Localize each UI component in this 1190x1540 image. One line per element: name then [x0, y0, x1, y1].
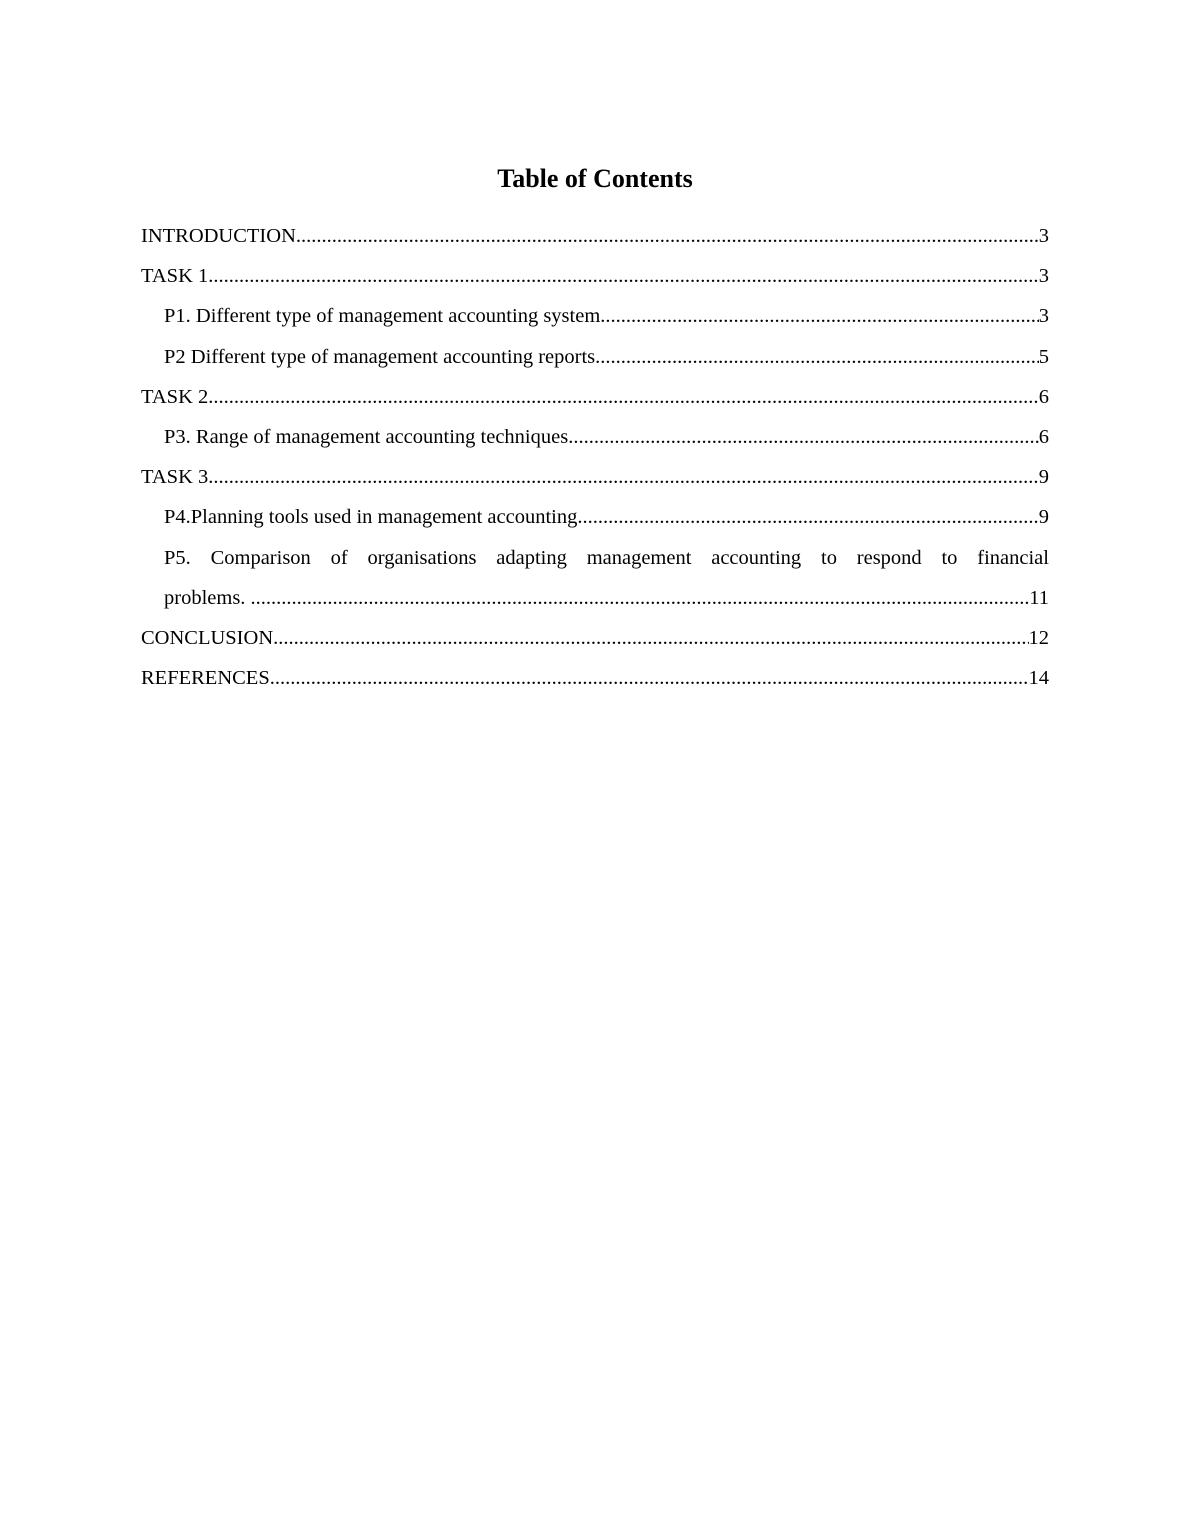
toc-entry-p4[interactable] — [164, 501, 1049, 541]
toc-entry-conclusion[interactable] — [141, 622, 1049, 662]
toc-entry-p5[interactable] — [164, 542, 1049, 622]
toc-entry-label-line-2 — [164, 582, 1049, 622]
toc-entry-label-line-1 — [164, 542, 1049, 582]
toc-page-number: 9 — [1038, 466, 1049, 489]
dot-leader — [251, 582, 1030, 614]
toc-entry-label: TASK 3 — [141, 466, 209, 489]
dot-leader — [296, 220, 1039, 252]
toc-entry-task-3[interactable] — [141, 461, 1049, 501]
toc-entry-introduction[interactable] — [141, 220, 1049, 260]
dot-leader — [600, 300, 1038, 332]
dot-leader — [568, 421, 1039, 453]
toc-entry-label: P4.Planning tools used in management accounting — [164, 506, 578, 529]
toc-entry-label: INTRODUCTION — [141, 225, 296, 247]
toc-page-number: 11 — [1029, 586, 1049, 609]
toc-page-number: 9 — [1038, 506, 1049, 529]
toc-page-number: 14 — [1028, 667, 1049, 690]
toc-entry-task-1[interactable] — [141, 260, 1049, 300]
toc-entry-label: CONCLUSION — [141, 626, 274, 649]
dot-leader — [270, 662, 1029, 694]
page-title: Table of Contents — [497, 164, 693, 193]
toc-entry-label: TASK 1 — [141, 265, 209, 288]
toc-word: financial — [977, 546, 1049, 569]
toc-word: to — [941, 546, 958, 569]
toc-entry-references[interactable] — [141, 662, 1049, 702]
toc-entry-p1[interactable] — [164, 300, 1049, 340]
dot-leader — [577, 501, 1038, 533]
toc-page-number: 3 — [1038, 305, 1049, 328]
toc-page-number: 5 — [1038, 345, 1049, 368]
toc-entry-task-2[interactable] — [141, 381, 1049, 421]
toc-word: accounting — [711, 546, 802, 569]
toc-entry-label: TASK 2 — [141, 385, 209, 408]
dot-leader — [273, 622, 1028, 654]
dot-leader — [595, 341, 1039, 373]
toc-word: management — [586, 546, 692, 569]
toc-word: adapting — [496, 546, 567, 569]
dot-leader — [208, 381, 1038, 413]
toc-page-number: 3 — [1038, 225, 1049, 247]
toc-entry-label: P2 Different type of management accounting reports — [164, 345, 596, 368]
toc-entry-label: problems. — [164, 586, 251, 609]
toc-word: respond — [856, 546, 922, 569]
toc-entry-label: REFERENCES — [141, 667, 270, 690]
toc-entry-label: P1. Different type of management accounting system — [164, 305, 601, 328]
toc-page-number: 3 — [1038, 265, 1049, 288]
toc-word: to — [821, 546, 837, 569]
dot-leader — [208, 461, 1038, 493]
toc-page-number: 12 — [1028, 626, 1049, 649]
table-of-contents — [141, 220, 1049, 702]
toc-word: organisations — [367, 546, 477, 569]
toc-word: Comparison — [210, 546, 311, 569]
toc-word: P5. — [164, 546, 191, 569]
toc-page-number: 6 — [1038, 385, 1049, 408]
toc-entry-p3[interactable] — [164, 421, 1049, 461]
toc-entry-label: P3. Range of management accounting techniques — [164, 425, 569, 448]
dot-leader — [208, 260, 1038, 292]
toc-word: of — [330, 546, 348, 569]
toc-entry-p2[interactable] — [164, 341, 1049, 381]
toc-page-number: 6 — [1038, 425, 1049, 448]
